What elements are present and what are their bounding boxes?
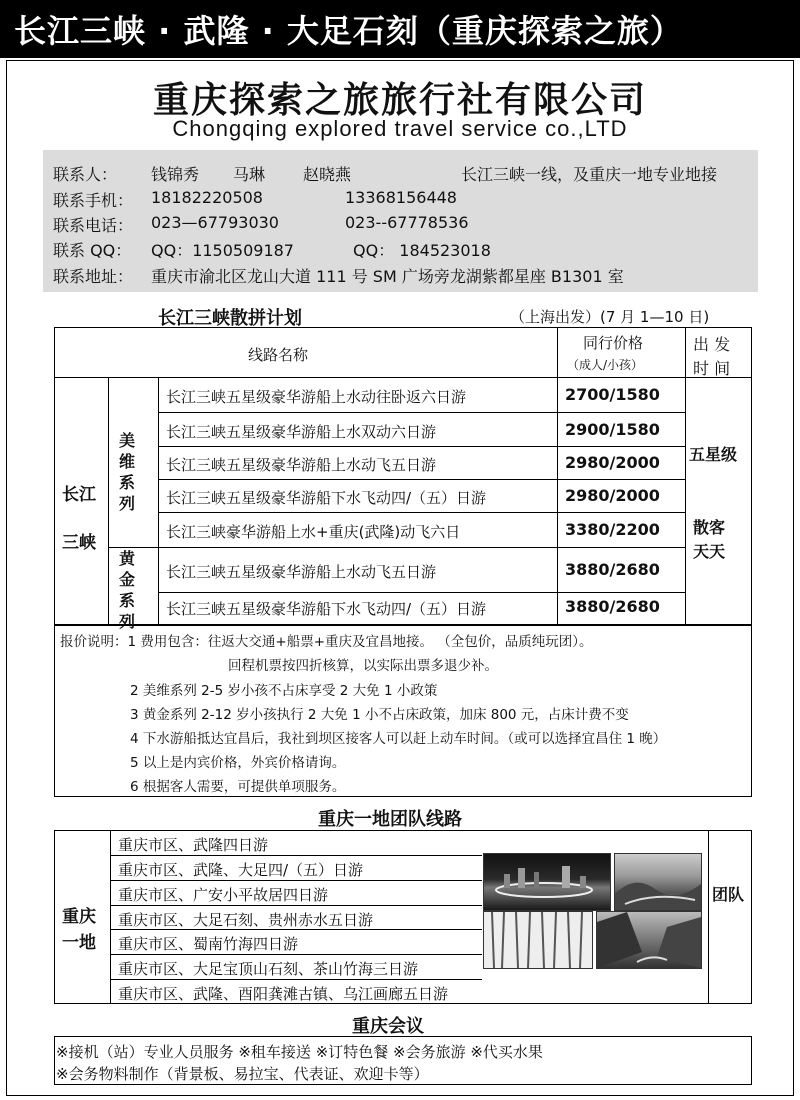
phone-1: 023—67793030 — [151, 213, 279, 232]
price-cell: 2980/2000 — [565, 453, 660, 472]
route-row: 长江三峡五星级豪华游船下水飞动四/（五）日游 — [166, 600, 487, 618]
city-night-photo — [483, 853, 611, 911]
phone-2: 023--67778536 — [345, 213, 469, 232]
region-chongqing-2: 一地 — [62, 933, 96, 953]
header-price-sub: （成人/小孩） — [567, 358, 644, 372]
route-row: 长江三峡五星级豪华游船上水双动六日游 — [166, 423, 437, 441]
route-row: 长江三峡豪华游船上水+重庆(武隆)动飞六日 — [166, 523, 461, 541]
cq-route: 重庆市区、大足宝顶山石刻、茶山竹海三日游 — [118, 960, 419, 978]
header-depart: 出 发 — [693, 335, 731, 354]
region-yangtze-2: 三峡 — [62, 533, 96, 553]
company-name-en: Chongqing explored travel service co.,LTD — [172, 116, 628, 141]
price-cell: 2980/2000 — [565, 486, 660, 505]
river-valley-photo — [614, 853, 702, 911]
cq-route: 重庆市区、广安小平故居四日游 — [118, 886, 329, 904]
person-1: 钱锦秀 — [151, 165, 200, 184]
departure-note: （上海出发）(7 月 1—10 日) — [510, 308, 710, 326]
note-line: 4 下水游船抵达宜昌后，我社到坝区接客人可以赶上动车时间。（或可以选择宜昌住 1 晚） — [130, 731, 667, 747]
person-2: 马琳 — [233, 165, 266, 184]
phone-label: 联系电话： — [53, 216, 134, 235]
depart-five-star: 五星级 — [689, 445, 738, 464]
chongqing-title: 重庆一地团队线路 — [318, 809, 462, 830]
person-3: 赵晓燕 — [303, 165, 352, 184]
price-cell: 2700/1580 — [565, 385, 660, 404]
header-depart-2: 时 间 — [693, 359, 731, 378]
bamboo-forest-photo — [483, 911, 593, 969]
series-huangjin: 黄 金 系 列 — [118, 549, 135, 631]
qq-1: QQ：1150509187 — [151, 241, 294, 260]
header-route: 线路名称 — [248, 346, 309, 364]
note-line: 6 根据客人需要，可提供单项服务。 — [130, 779, 346, 795]
price-cell: 3880/2680 — [565, 597, 660, 616]
contact-slogan: 长江三峡一线，及重庆一地专业地接 — [461, 165, 718, 184]
address-label: 联系地址： — [53, 267, 134, 286]
qq-label: 联系 QQ： — [53, 241, 132, 260]
person-label: 联系人： — [53, 165, 118, 184]
region-yangtze-1: 长江 — [62, 485, 96, 505]
mobile-label: 联系手机： — [53, 191, 134, 210]
company-name: 重庆探索之旅旅行社有限公司 — [152, 80, 647, 121]
price-cell: 2900/1580 — [565, 420, 660, 439]
contact-block — [43, 150, 758, 292]
river-valley-graphic — [615, 854, 701, 910]
note-line: 报价说明：1 费用包含：往返大交通+船票+重庆及宜昌地接。 （全包价，品质纯玩团）。 — [60, 634, 593, 650]
route-row: 长江三峡五星级豪华游船上水动飞五日游 — [166, 563, 437, 581]
qq-2: QQ： 184523018 — [353, 241, 491, 260]
group-label: 团队 — [712, 885, 745, 904]
series-meiwei: 美 维 系 列 — [118, 431, 135, 513]
banner-title: 长江三峡 · 武隆 · 大足石刻（重庆探索之旅） — [0, 0, 800, 58]
bamboo-graphic — [484, 912, 592, 968]
note-line: 2 美维系列 2-5 岁小孩不占床享受 2 大免 1 小政策 — [130, 683, 438, 699]
cq-route: 重庆市区、武隆、大足四/（五）日游 — [118, 861, 364, 879]
address: 重庆市渝北区龙山大道 111 号 SM 广场旁龙湖紫都星座 B1301 室 — [151, 267, 624, 286]
depart-sanke: 散客 — [693, 518, 726, 537]
meeting-title: 重庆会议 — [352, 1016, 424, 1037]
header-price: 同行价格 — [583, 334, 644, 352]
note-line: 回程机票按四折核算，以实际出票多退少补。 — [228, 658, 498, 674]
price-cell: 3380/2200 — [565, 520, 660, 539]
cq-route: 重庆市区、武隆、酉阳龚滩古镇、乌江画廊五日游 — [118, 985, 449, 1003]
meeting-services-2: ※会务物料制作（背景板、易拉宝、代表证、欢迎卡等） — [56, 1065, 429, 1083]
yangtze-title: 长江三峡散拼计划 — [158, 308, 302, 329]
gorge-graphic — [597, 912, 701, 968]
depart-daily: 天天 — [693, 542, 726, 561]
city-night-graphic — [484, 854, 610, 910]
meeting-services-1: ※接机（站）专业人员服务 ※租车接送 ※订特色餐 ※会务旅游 ※代买水果 — [56, 1043, 543, 1061]
route-row: 长江三峡五星级豪华游船下水飞动四/（五）日游 — [166, 489, 487, 507]
route-row: 长江三峡五星级豪华游船上水动飞五日游 — [166, 456, 437, 474]
route-row: 长江三峡五星级豪华游船上水动往卧返六日游 — [166, 388, 467, 406]
cq-route: 重庆市区、大足石刻、贵州赤水五日游 — [118, 911, 374, 929]
price-cell: 3880/2680 — [565, 560, 660, 579]
cq-route: 重庆市区、蜀南竹海四日游 — [118, 935, 299, 953]
mobile-1: 18182220508 — [151, 188, 263, 207]
gorge-photo — [596, 911, 702, 969]
cq-route: 重庆市区、武隆四日游 — [118, 836, 269, 854]
mobile-2: 13368156448 — [345, 188, 457, 207]
note-line: 5 以上是内宾价格，外宾价格请询。 — [130, 755, 346, 771]
region-chongqing-1: 重庆 — [62, 907, 96, 927]
note-line: 3 黄金系列 2-12 岁小孩执行 2 大免 1 小不占床政策，加床 800 元，占床计费不变 — [130, 707, 629, 723]
